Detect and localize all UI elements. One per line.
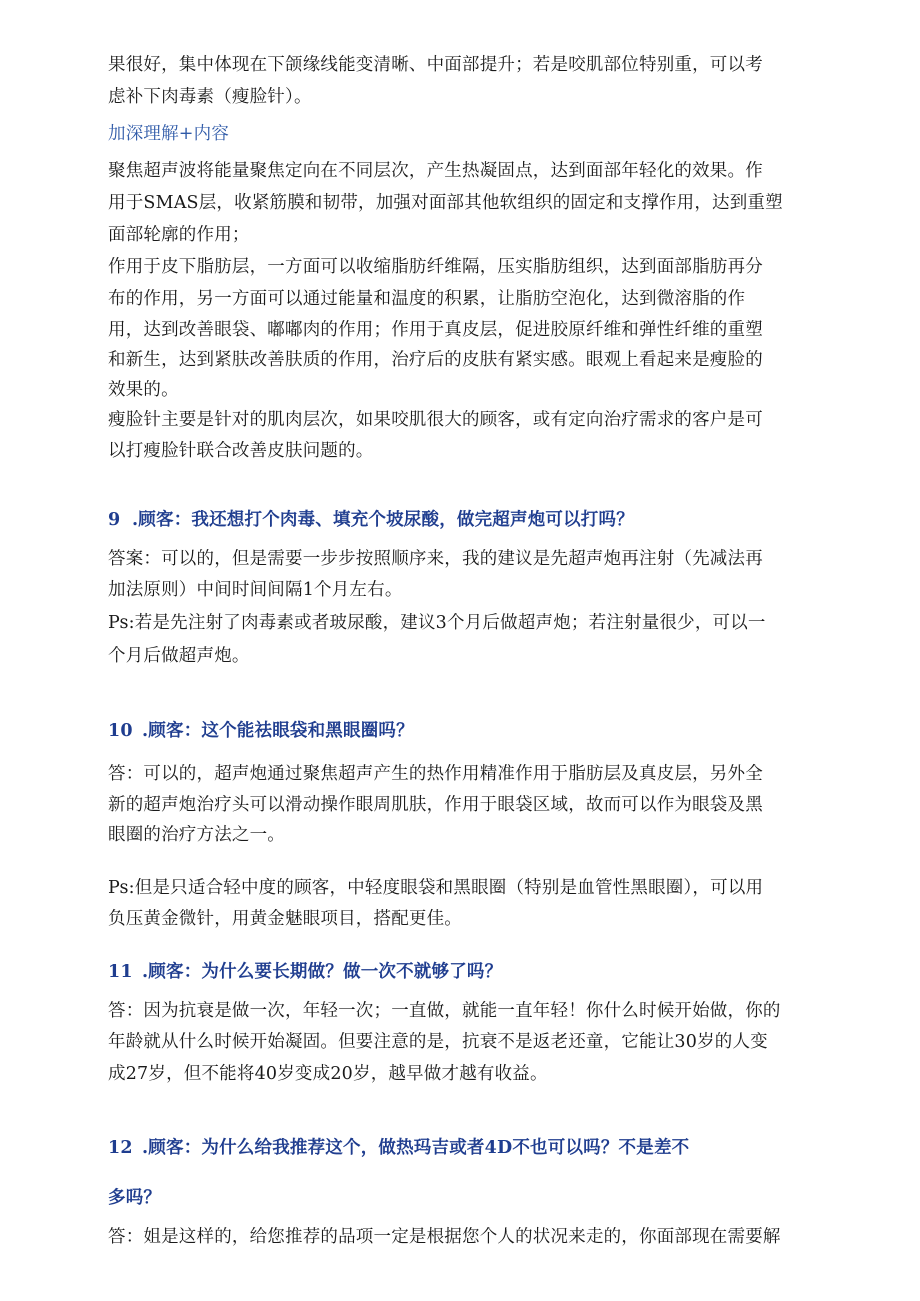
answer-10-line-2: 新的超声炮治疗头可以滑动操作眼周肌肤，作用于眼袋区域，故而可以作为眼袋及黑 [108, 795, 763, 815]
answer-9-line-2: 加法原则）中间时间间隔1个月左右。 [108, 580, 403, 600]
answer-12-line-1: 答：姐是这样的，给您推荐的品项一定是根据您个人的状况来走的，你面部现在需要解 [108, 1227, 781, 1247]
question-12 [108, 1136, 820, 1160]
explain-line-7: 和新生，达到紧肤改善肤质的作用，治疗后的皮肤有紧实感。眼观上看起来是瘦脸的 [108, 350, 763, 370]
question-12-continued: 多吗？ [108, 1188, 162, 1208]
answer-9-line-3: Ps:若是先注射了肉毒素或者玻尿酸，建议3个月后做超声炮；若注射量很少，可以一 [108, 613, 766, 633]
answer-9-line-1: 答案：可以的，但是需要一步步按照顺序来，我的建议是先超声炮再注射（先减法再 [108, 549, 763, 569]
question-text: .顾客：为什么给我推荐这个，做热玛吉或者4D不也可以吗？不是差不 [142, 1138, 690, 1158]
question-text: .顾客：这个能祛眼袋和黑眼圈吗？ [142, 721, 414, 741]
explain-line-3: 面部轮廓的作用； [108, 225, 250, 245]
explain-line-1: 聚焦超声波将能量聚焦定向在不同层次，产生热凝固点，达到面部年轻化的效果。作 [108, 161, 763, 181]
section-link[interactable]: 加深理解+内容 [108, 124, 230, 144]
answer-11-line-1: 答：因为抗衰是做一次，年轻一次；一直做，就能一直年轻！你什么时候开始做，你的 [108, 1001, 781, 1021]
explain-line-5: 布的作用，另一方面可以通过能量和温度的积累，让脂肪空泡化，达到微溶脂的作 [108, 289, 746, 309]
question-number: 11 [108, 962, 133, 982]
explain-line-10: 以打瘦脸针联合改善皮肤问题的。 [108, 441, 374, 461]
intro-line-2: 虑补下肉毒素（瘦脸针）。 [108, 87, 312, 107]
answer-9-line-4: 个月后做超声炮。 [108, 646, 250, 666]
question-9 [108, 508, 820, 532]
question-10 [108, 719, 820, 743]
explain-line-9: 瘦脸针主要是针对的肌肉层次，如果咬肌很大的顾客，或有定向治疗需求的客户是可 [108, 410, 763, 430]
answer-11-line-2: 年龄就从什么时候开始凝固。但要注意的是，抗衰不是返老还童，它能让30岁的人变 [108, 1032, 768, 1052]
question-number: 9 [108, 510, 121, 530]
answer-10-line-1: 答：可以的，超声炮通过聚焦超声产生的热作用精准作用于脂肪层及真皮层，另外全 [108, 764, 763, 784]
answer-11-line-3: 成27岁，但不能将40岁变成20岁，越早做才越有收益。 [108, 1064, 548, 1084]
question-number: 12 [108, 1138, 133, 1158]
explain-line-8: 效果的。 [108, 380, 179, 400]
explain-line-4: 作用于皮下脂肪层，一方面可以收缩脂肪纤维隔，压实脂肪组织，达到面部脂肪再分 [108, 257, 763, 277]
answer-10-line-3: 眼圈的治疗方法之一。 [108, 825, 285, 845]
ps-10-line-2: 负压黄金微针，用黄金魅眼项目，搭配更佳。 [108, 909, 462, 929]
question-number: 10 [108, 721, 133, 741]
intro-line-1: 果很好，集中体现在下颌缘线能变清晰、中面部提升；若是咬肌部位特别重，可以考 [108, 55, 763, 75]
explain-line-6: 用，达到改善眼袋、嘟嘟肉的作用；作用于真皮层，促进胶原纤维和弹性纤维的重塑 [108, 320, 763, 340]
question-text: .顾客：我还想打个肉毒、填充个坡尿酸，做完超声炮可以打吗？ [132, 510, 634, 530]
question-11 [108, 960, 820, 984]
explain-line-2: 用于SMAS层，收紧筋膜和韧带，加强对面部其他软组织的固定和支撑作用，达到重塑 [108, 193, 783, 213]
question-text: .顾客：为什么要长期做？做一次不就够了吗？ [142, 962, 503, 982]
ps-10-line-1: Ps:但是只适合轻中度的顾客，中轻度眼袋和黑眼圈（特别是血管性黑眼圈），可以用 [108, 878, 764, 898]
